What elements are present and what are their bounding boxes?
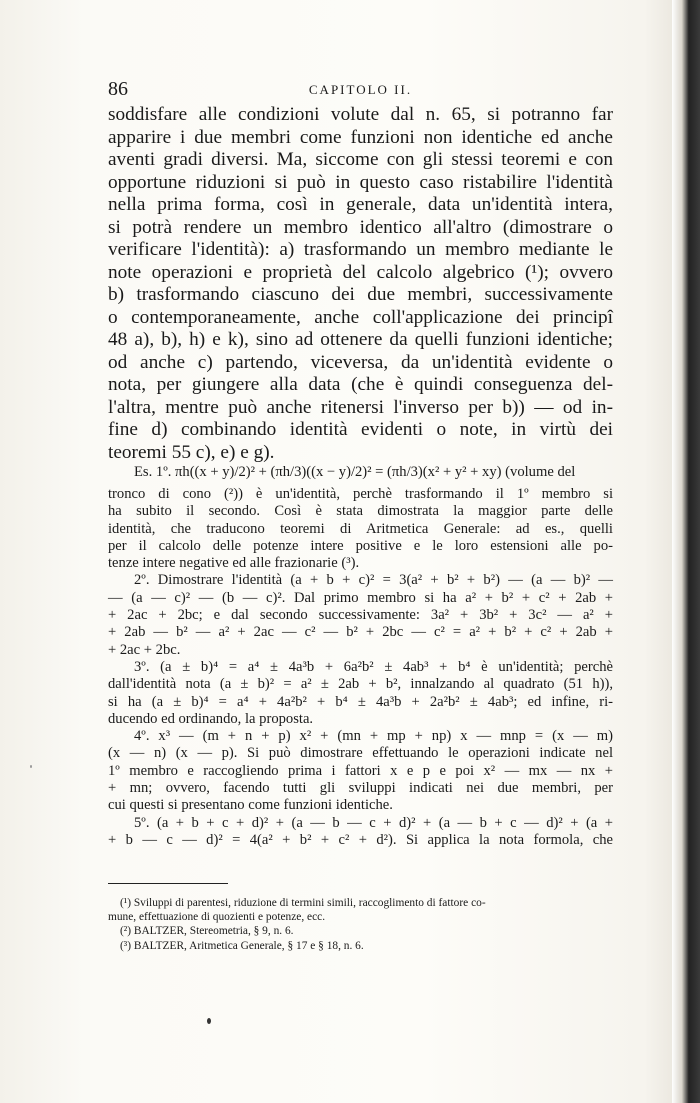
body-line: aventi gradi diversi. Ma, siccome con gli stessi teoremi e con <box>108 149 613 170</box>
example-line: — (a — c)² — (b — c)². Dal primo membro si ha a² + b² + c² + 2ab + <box>108 589 613 606</box>
example-1-equation-line <box>108 458 613 486</box>
footnote-2: (²) BALTZER, Stereometria, § 9, n. 6. <box>120 925 294 938</box>
body-line: 48 a), b), h) e k), sino ad ottenere da quelli funzioni identiche; <box>108 329 613 350</box>
body-line: b) trasformando ciascuno dei due membri, successivamente <box>108 284 613 305</box>
body-line: l'altra, mentre può anche ritenersi l'inverso per b)) — od in- <box>108 396 613 418</box>
running-head <box>108 78 613 102</box>
example-line: tenze intere negative ed alle frazionarie (³). <box>108 555 360 572</box>
example-line: dall'identità nota (a ± b)² = a² ± 2ab + b², innalzando al quadrato (51 h)), <box>108 676 613 693</box>
example-line: cui questi si presentano come funzioni identiche. <box>108 797 393 814</box>
example-line: 1º membro e raccogliendo prima i fattori x e p e poi x² — mx — nx + <box>108 762 613 779</box>
body-line: si potrà rendere un membro identico all'altro (dimostrare o <box>108 216 613 238</box>
example-1-label: Es. 1º. <box>134 464 172 480</box>
body-line: nota, per giungere alla data (che è quindi conseguenza del- <box>108 374 613 395</box>
body-line: opportune riduzioni si può in questo caso ristabilire l'identità <box>108 171 613 193</box>
example-line: ducendo ed ordinando, la proposta. <box>108 710 314 727</box>
body-line: o contemporaneamente, anche coll'applicazione dei principî <box>108 306 613 328</box>
book-binding-edge <box>672 0 700 1103</box>
example-line: + 2ac + 2bc. <box>108 641 181 658</box>
footnotes <box>108 896 613 953</box>
example-line: + b — c — d)² = 4(a² + b² + c² + d²). Si applica la nota formola, che <box>108 831 613 848</box>
body-line: teoremi 55 c), e) e g). <box>108 441 275 463</box>
ink-speck <box>207 1018 211 1024</box>
examples-text <box>108 486 613 849</box>
example-line: 3º. (a ± b)⁴ = a⁴ ± 4a³b + 6a²b² ± 4ab³ + b⁴ è un'identità; perchè <box>134 658 613 675</box>
example-line: 2º. Dimostrare l'identità (a + b + c)² = 3(a² + b² + b²) — (a — b)² — <box>134 572 613 589</box>
page-number: 86 <box>108 78 128 100</box>
footnote-rule <box>108 883 228 884</box>
example-line: 4º. x³ — (m + n + p) x² + (mn + mp + np) x — mnp = (x — m) <box>134 728 613 745</box>
example-line: identità, che traducono teoremi di Aritmetica Generale: ad es., quelli <box>108 520 613 537</box>
example-line: + 2ac + 2bc; e dal secondo successivamente: 3a² + 3b² + 3c² — a² + <box>108 607 613 624</box>
chapter-title: CAPITOLO II. <box>308 82 413 97</box>
body-line: apparire i due membri come funzioni non identiche ed anche <box>108 126 613 148</box>
body-line: od anche c) partendo, viceversa, da un'identità evidente o <box>108 351 613 373</box>
example-line: per il calcolo delle potenze intere positive e le loro estensioni alle po- <box>108 537 613 554</box>
example-1-tail: (volume del <box>505 464 576 480</box>
example-line: si ha (a ± b)⁴ = a⁴ + 4a²b² + b⁴ ± 4a³b + 2a²b² ± 4ab³; ed infine, ri- <box>108 693 613 710</box>
ink-speck <box>30 765 32 768</box>
example-line: tronco di cono (²)) è un'identità, perchè trasformando il 1º membro si <box>108 486 613 502</box>
example-1 <box>108 458 613 486</box>
body-line: verificare l'identità): a) trasformando un membro mediante le <box>108 239 613 260</box>
footnote-3: (³) BALTZER, Aritmetica Generale, § 17 e § 18, n. 6. <box>120 939 364 952</box>
example-line: + mn; ovvero, facendo tutti gli sviluppi indicati nei due membri, per <box>108 780 613 797</box>
example-line: + 2ab — b² — a² + 2ac — c² — b² + 2bc — c² = a² + b² + c² + 2ab + <box>108 624 613 641</box>
body-line: fine d) combinando identità evidenti o note, in virtù dei <box>108 419 613 440</box>
footnote-1: (¹) Sviluppi di parentesi, riduzione di termini simili, raccoglimento di fattore co- <box>120 897 486 909</box>
example-line: 5º. (a + b + c + d)² + (a — b — c + d)² + (a — b + c — d)² + (a + <box>134 814 613 831</box>
body-line: soddisfare alle condizioni volute dal n. 65, si potranno far <box>108 104 613 125</box>
example-line: ha subito il secondo. Così è stata dimostrata la maggior parte delle <box>108 503 613 520</box>
example-1-formula: πh((x + y)/2)² + (πh/3)((x − y)/2)² = (πh/3)(x² + y² + xy) <box>175 464 502 480</box>
body-line: note operazioni e proprietà del calcolo algebrico (¹); ovvero <box>108 261 613 283</box>
body-line: nella prima forma, così in generale, data un'identità intera, <box>108 194 613 215</box>
example-line: (x — n) (x — p). Si può dimostrare effettuando le operazioni indicate nel <box>108 745 613 762</box>
body-paragraph <box>108 104 613 464</box>
footnote-1-continuation: mune, effettuazione di quozienti e potenze, ecc. <box>108 911 326 924</box>
